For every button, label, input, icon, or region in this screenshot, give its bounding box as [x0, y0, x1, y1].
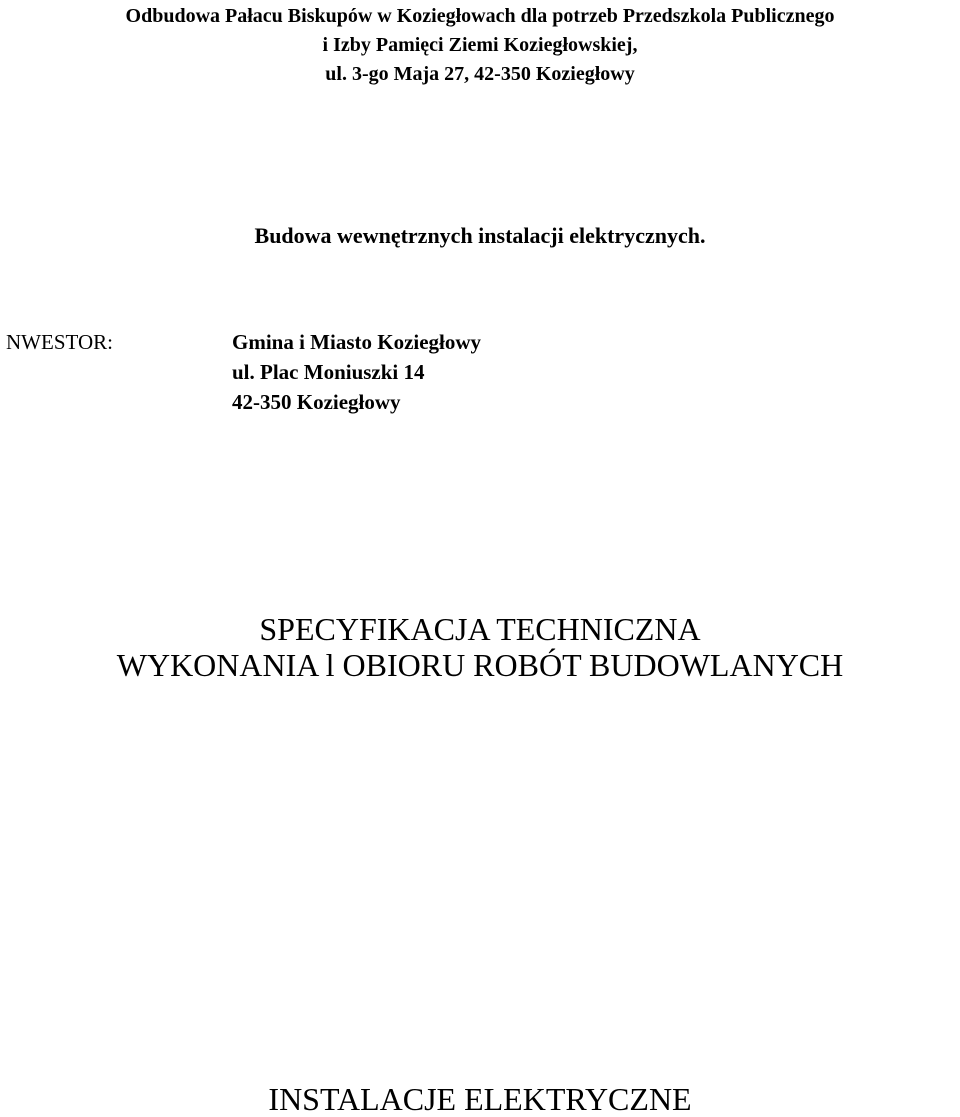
investor-name: Gmina i Miasto Koziegłowy	[232, 330, 482, 354]
project-header	[0, 2, 960, 89]
section-title: INSTALACJE ELEKTRYCZNE	[268, 1081, 692, 1117]
project-address: ul. 3-go Maja 27, 42-350 Koziegłowy	[325, 63, 635, 85]
specification-title-line-1: SPECYFIKACJA TECHNICZNA	[259, 611, 701, 647]
investor-city: 42-350 Koziegłowy	[232, 390, 401, 414]
investor-street: ul. Plac Moniuszki 14	[232, 360, 425, 384]
investor-details	[232, 327, 481, 417]
project-title-line-2: i Izby Pamięci Ziemi Koziegłowskiej,	[322, 34, 638, 56]
specification-title	[0, 611, 960, 683]
investor-label: NWESTOR:	[6, 330, 113, 354]
project-title-line-1: Odbudowa Pałacu Biskupów w Koziegłowach dla potrzeb Przedszkola Publicznego	[125, 5, 835, 27]
subject-line: Budowa wewnętrznych instalacji elektrycznych.	[254, 223, 706, 248]
specification-title-line-2: WYKONANIA l OBIORU ROBÓT BUDOWLANYCH	[116, 647, 844, 683]
